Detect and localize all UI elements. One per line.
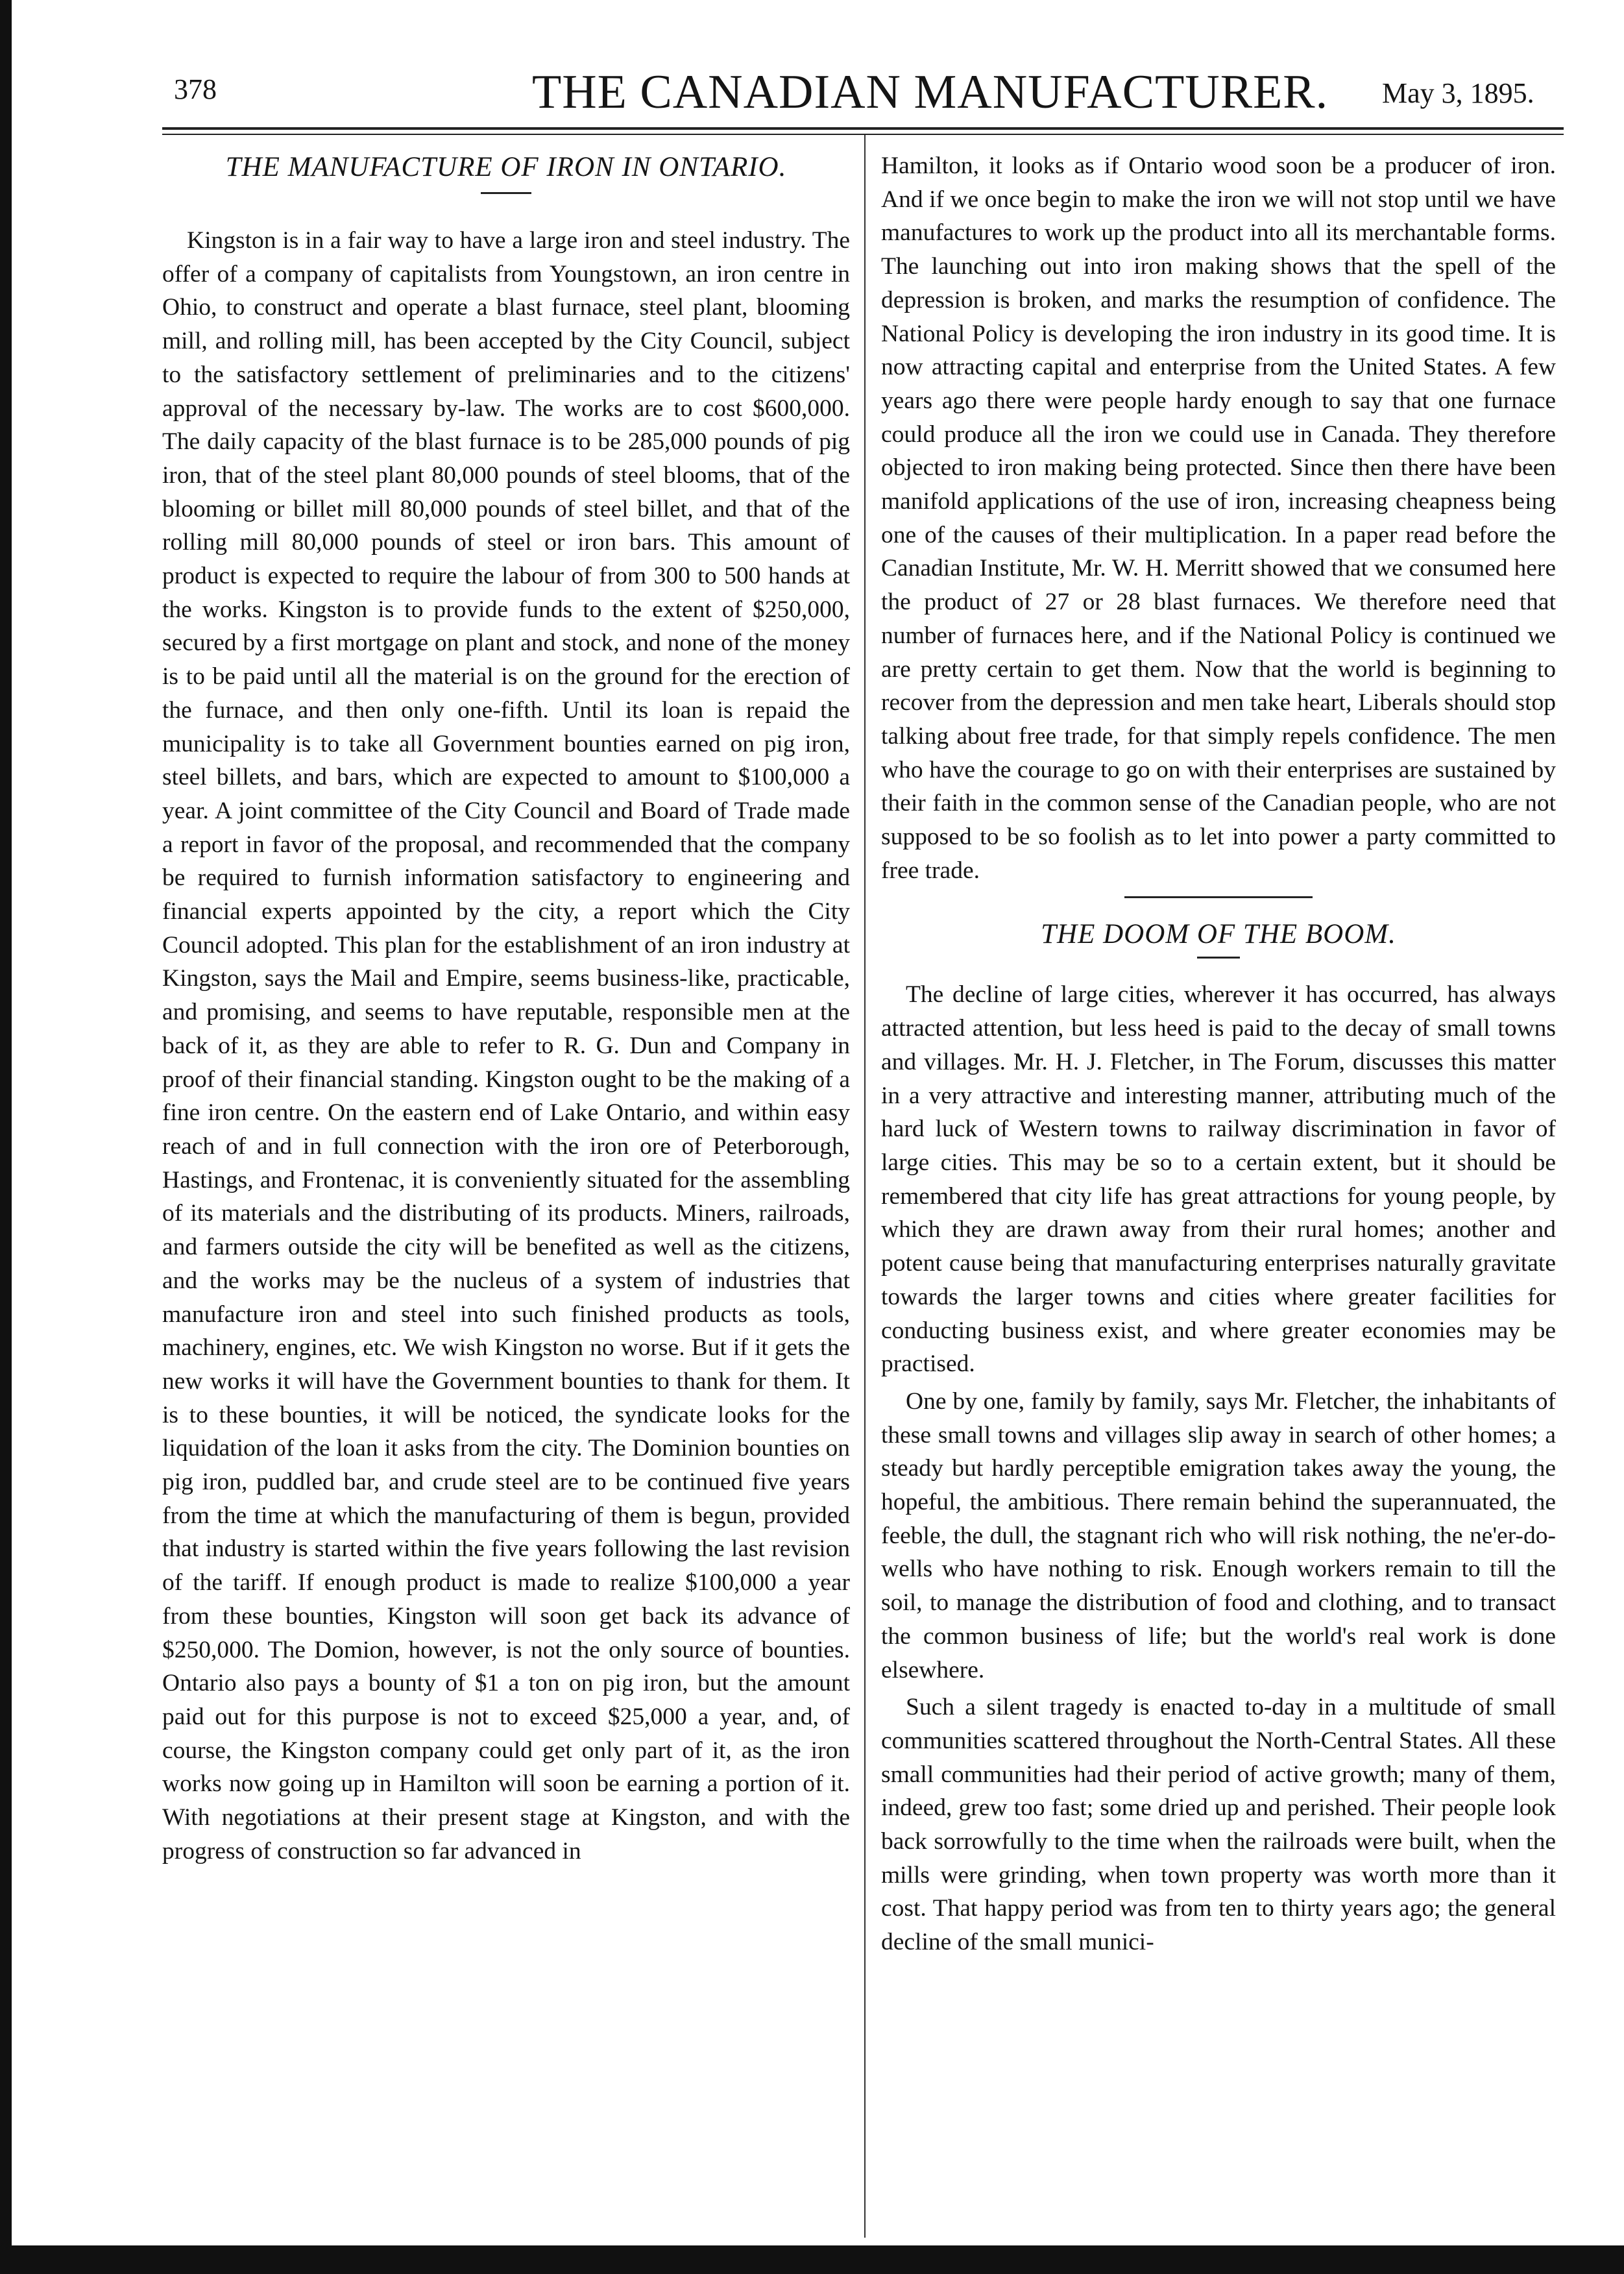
- column-separator: [864, 135, 866, 2238]
- scan-bottom-edge: [0, 2245, 1624, 2274]
- article-paragraph: Kingston is in a fair way to have a large iron and steel industry. The offer of a company of capitalists from Youngstown, an iron centre in Ohio, to construct and operate a blast furnace, steel plant, blooming mill, and rolling mill, has been accepted by the City Council, subject to the satisfactory settlement of preliminaries and to the citizens' approval of the necessary by-law. The works are to cost $600,000. The daily capacity of the blast furnace is to be 285,000 pounds of pig iron, that of the steel plant 80,000 pounds of steel blooms, that of the blooming or billet mill 80,000 pounds of steel billet, and that of the rolling mill 80,000 pounds of steel or iron bars. This amount of product is expected to require the labour of from 300 to 500 hands at the works. Kingston is to provide funds to the extent of $250,000, secured by a first mortgage on plant and stock, and none of the money is to be paid until all the material is on the ground for the erection of the furnace, and then only one-fifth. Until its loan is repaid the municipality is to take all Government bounties earned on pig iron, steel billets, and bars, which are expected to amount to $100,000 a year. A joint committee of the City Council and Board of Trade made a report in favor of the proposal, and recommended that the company be required to furnish information satisfactory to engineering and financial experts appointed by the city, a report which the City Council adopted. This plan for the establishment of an iron industry at Kingston, says the Mail and Empire, seems business-like, practicable, and promising, and seems to have reputable, responsible men at the back of it, as they are able to refer to R. G. Dun and Company in proof of their financial standing. Kingston ought to be the making of a fine iron centre. On the eastern end of Lake Ontario, and within easy reach of and in full connection with the iron ore of Peterborough, Hastings, and Frontenac, it is conveniently situated for the assembling of its materials and the distributing of its products. Miners, railroads, and farmers outside the city will be benefited as well as the citizens, and the works may be the nucleus of a system of industries that manufacture iron and steel into such finished products as tools, machinery, engines, etc. We wish Kingston no worse. But if it gets the new works it will have the Government bounties to thank for them. It is to these bounties, it will be noticed, the syndicate looks for the liquidation of the loan it asks from the city. The Dominion bounties on pig iron, puddled bar, and crude steel are to be continued five years from the time at which the manufacturing of them is begun, provided that industry is started within the five years following the last revision of the tariff. If enough product is made to realize $100,000 a year from these bounties, Kingston will soon get back its advance of $250,000. The Domion, however, is not the only source of bounties. Ontario also pays a bounty of $1 a ton on pig iron, but the amount paid out for this purpose is not to exceed $25,000 a year, and, of course, the Kingston company could get only part of it, as the iron works now going up in Hamilton will soon be earning a portion of it. With negotiations at their present stage at Kingston, and with the progress of construction so far advanced in: [162, 227, 850, 1864]
- article-title-boom: THE DOOM OF THE BOOM.: [1041, 919, 1396, 950]
- article-title-iron: THE MANUFACTURE OF IRON IN ONTARIO.: [225, 152, 787, 182]
- article-paragraph: Such a silent tragedy is enacted to-day in a multitude of small communities scattered throughout the North-Central States. All these small communities had their period of active growth; many of them, indeed, grew too fast; some dried up and perished. Their people look back sorrowfully to the time when the railroads were built, when the mills were grinding, when town property was worth more than it cost. That happy period was from ten to thirty years ago; the general decline of the small munici-: [881, 1694, 1556, 1956]
- article-end-rule: [1124, 896, 1313, 898]
- right-column: [881, 149, 1556, 1959]
- page-number: 378: [174, 73, 217, 105]
- title-dash: [1197, 957, 1240, 959]
- left-column: [162, 149, 850, 1868]
- masthead-title: THE CANADIAN MANUFACTURER.: [532, 66, 1329, 119]
- article-paragraph-continued: Hamilton, it looks as if Ontario wood soon be a producer of iron. And if we once begin to make the iron we will not stop until we have manufactures to work up the product into all its merchantable forms. The launching out into iron making shows that the spell of the depression is broken, and marks the resumption of confidence. The National Policy is developing the iron industry in its good time. It is now attracting capital and enterprise from the United States. A few years ago there were people hardy enough to say that one furnace could produce all the iron we could use in Canada. They therefore objected to iron making being protected. Since then there have been manifold applications of the use of iron, increasing cheapness being one of the causes of their multiplication. In a paper read before the Canadian Institute, Mr. W. H. Merritt showed that we consumed here the product of 27 or 28 blast furnaces. We therefore need that number of furnaces here, and if the National Policy is continued we are pretty certain to get them. Now that the world is beginning to recover from the depression and men take heart, Liberals should stop talking about free trade, for that simply repels confidence. The men who have the courage to go on with their enterprises are sustained by their faith in the common sense of the Canadian people, who are not supposed to be so foolish as to let into power a party committed to free trade.: [881, 153, 1556, 884]
- article-paragraph: The decline of large cities, wherever it has occurred, has always attracted attention, but less heed is paid to the decay of small towns and villages. Mr. H. J. Fletcher, in The Forum, discusses this matter in a very attractive and interesting manner, attributing much of the hard luck of Western towns to railway discrimination in favor of large cities. This may be so to a certain extent, but it should be remembered that city life has great attractions for young people, by which they are drawn away from their rural homes; another and potent cause being that manufacturing enterprises naturally gravitate towards the larger towns and cities where greater facilities for conducting business exist, and where greater economies may be practised.: [881, 981, 1556, 1378]
- header-rule-thin: [162, 134, 1564, 135]
- header-rule-thick: [162, 127, 1564, 130]
- article-paragraph: One by one, family by family, says Mr. Fletcher, the inhabitants of these small towns and villages slip away in search of other homes; a steady but hardly perceptible emigration takes away the young, the hopeful, the ambitious. There remain behind the superannuated, the feeble, the dull, the stagnant rich who will risk nothing, the ne'er-do-wells who have nothing to risk. Enough workers remain to till the soil, to manage the distribution of food and clothing, and to transact the common business of life; but the world's real work is done elsewhere.: [881, 1388, 1556, 1683]
- issue-date: May 3, 1895.: [1382, 77, 1534, 109]
- title-dash: [481, 192, 531, 194]
- scan-left-edge: [0, 0, 12, 2274]
